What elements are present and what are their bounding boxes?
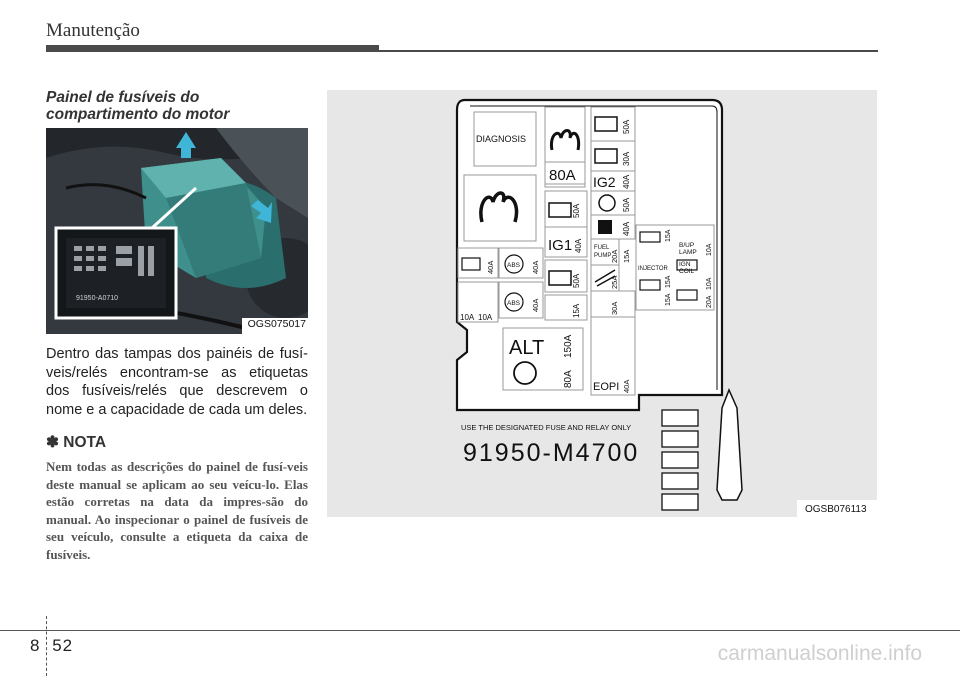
label-25a: 25A [610, 275, 619, 289]
label-diagnosis: DIAGNOSIS [476, 134, 527, 144]
note-heading: ✽ NOTA [46, 434, 107, 451]
photo-label-text: 91950-A0710 [76, 295, 119, 302]
label-50a-1: 50A [572, 203, 581, 218]
engine-photo-illustration [46, 128, 308, 334]
footer-divider-horizontal [0, 630, 960, 631]
label-40a-2: 40A [486, 260, 495, 274]
body-paragraph: Dentro das tampas dos painéis de fusí-veis/relés encontram-se as etiquetas dos fusíveis/relés que descrevem o nome e a capacidade de cada um deles. [46, 346, 308, 418]
label-abs-2: ABS [507, 300, 521, 307]
label-ig2: IG2 [593, 174, 616, 190]
label-10a-4: 10A [706, 277, 713, 290]
label-pump: PUMP [594, 253, 612, 259]
page-section: 8 [30, 636, 41, 655]
label-ign: IGN [679, 261, 691, 268]
label-fuel: FUEL [594, 245, 610, 251]
label-40a-5: 40A [622, 174, 631, 189]
relay-box-icon [598, 220, 612, 234]
fuse-box-svg [327, 90, 877, 517]
label-alt: ALT [509, 337, 545, 359]
diagram-caption: OGSB076113 [805, 504, 867, 515]
label-80a-bottom: 80A [563, 370, 574, 388]
label-15a-1: 15A [572, 303, 581, 318]
label-15a-5: 15A [665, 293, 672, 306]
label-50a-2: 50A [572, 273, 581, 288]
label-30a-2: 30A [610, 301, 619, 315]
label-20a-2: 20A [706, 295, 713, 308]
label-40a-6: 40A [622, 221, 631, 236]
label-coil: COIL [679, 268, 695, 275]
label-150a: 150A [563, 334, 574, 358]
label-10a-2: 10A [478, 313, 493, 322]
label-ig1: IG1 [548, 237, 573, 254]
section-title-line1: Painel de fusíveis do [46, 89, 200, 106]
label-abs-1: ABS [507, 262, 521, 269]
label-injector: INJECTOR [638, 266, 668, 272]
spare-fuse-tray [662, 410, 698, 510]
label-instruction: USE THE DESIGNATED FUSE AND RELAY ONLY [461, 423, 632, 432]
label-15a-3: 15A [665, 229, 672, 242]
note-paragraph: Nem todas as descrições do painel de fusí-veis deste manual se aplicam ao seu veícu-lo. Elas estão corretas na data da impres-são do manual. Ao inspecionar o painel de fusíveis de seu veículo, consulte a etiqueta da caixa de fusíveis. [46, 459, 308, 562]
section-title-line2: compartimento do motor [46, 106, 230, 123]
label-10a-3: 10A [706, 243, 713, 256]
label-50a-3: 50A [622, 119, 631, 134]
label-80a-top: 80A [549, 167, 576, 184]
engine-fuse-photo [46, 128, 308, 334]
label-bup: B/UP [679, 242, 695, 249]
watermark: carmanualsonline.info [717, 642, 922, 665]
photo-caption: OGS075017 [247, 318, 306, 330]
section-title [46, 89, 306, 123]
label-40a-3: 40A [531, 260, 540, 274]
label-30a-1: 30A [622, 151, 631, 166]
label-15a-4: 15A [665, 275, 672, 288]
fuse-box-diagram [327, 90, 877, 517]
label-40a-4: 40A [531, 298, 540, 312]
label-40a-1: 40A [574, 238, 583, 253]
header-title: Manutenção [46, 20, 140, 41]
label-lamp: LAMP [679, 249, 697, 256]
label-15a-2: 15A [622, 249, 631, 263]
header-rule-thick [46, 45, 379, 52]
page-number-value: 52 [52, 636, 74, 655]
label-40a-eopi: 40A [622, 379, 631, 393]
label-eopi: EOPI [593, 381, 620, 393]
label-20a-1: 20A [610, 249, 619, 263]
label-10a-1: 10A [460, 313, 475, 322]
label-part-number: 91950-M4700 [463, 439, 640, 467]
label-50a-4: 50A [622, 197, 631, 212]
header-rule-thin [379, 50, 878, 52]
